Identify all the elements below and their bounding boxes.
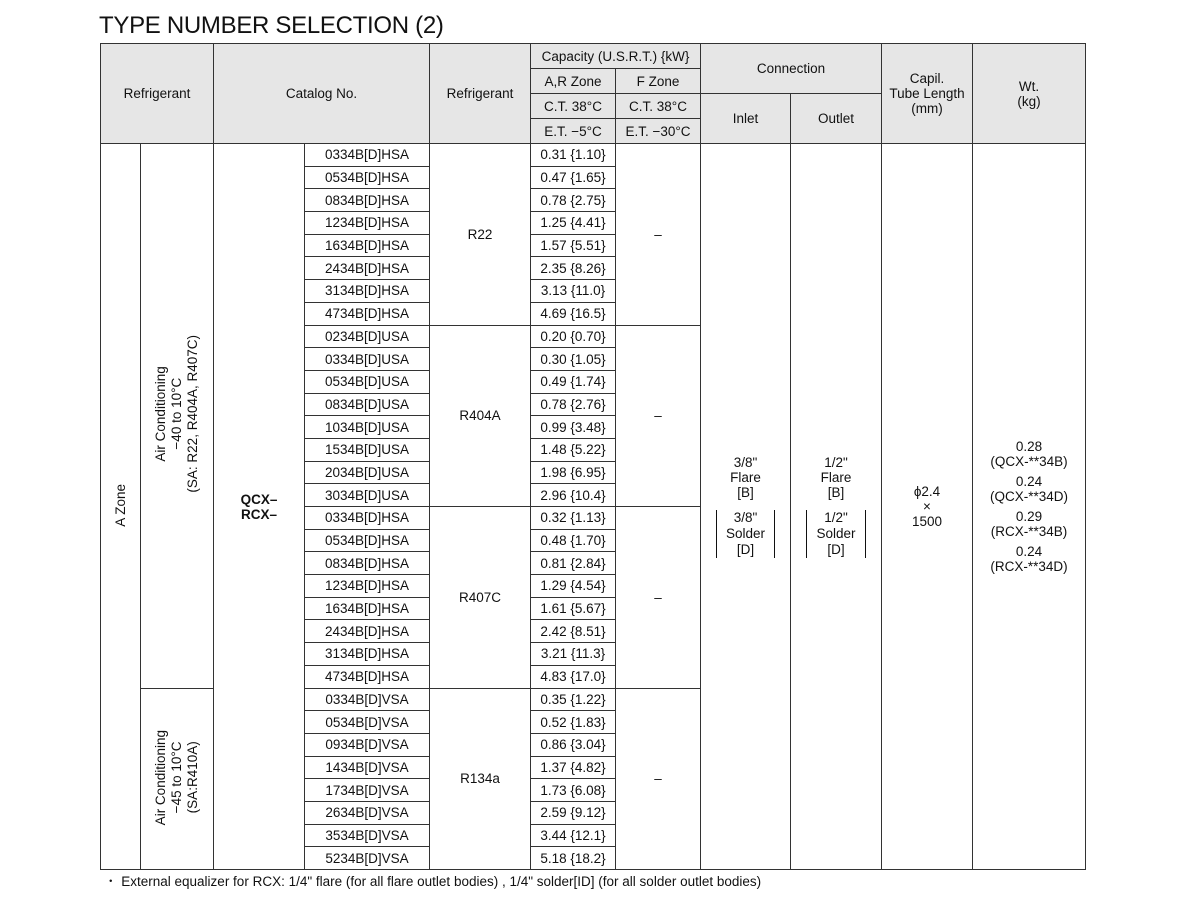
inlet-flare-size: 3/8": [733, 455, 758, 470]
header-ar-zone: A,R Zone: [531, 69, 616, 94]
outlet-solder-type: Solder: [816, 526, 856, 541]
weight-cell: [973, 144, 1086, 870]
capacity-cell: 0.52 {1.83}: [531, 711, 616, 734]
application-label-2: [153, 730, 201, 825]
capil-diameter: ϕ2.4: [913, 484, 941, 499]
header-et-f: E.T. −30°C: [616, 119, 701, 144]
model-cell: 0834B[D]HSA: [305, 189, 430, 212]
model-cell: 1034B[D]USA: [305, 416, 430, 439]
f-zone-cell: –: [616, 507, 701, 689]
capacity-cell: 3.13 {11.0}: [531, 280, 616, 303]
capacity-cell: 3.21 {11.3}: [531, 643, 616, 666]
capacity-cell: 4.83 {17.0}: [531, 665, 616, 688]
model-cell: 0334B[D]USA: [305, 348, 430, 371]
capacity-cell: 5.18 {18.2}: [531, 847, 616, 870]
capacity-cell: 0.20 {0.70}: [531, 325, 616, 348]
application-1-line1: Air Conditioning: [153, 366, 168, 462]
f-zone-cell: –: [616, 144, 701, 326]
application-2-line2: −45 to 10°C: [169, 741, 184, 814]
capacity-cell: 2.59 {9.12}: [531, 801, 616, 824]
inlet-cell: [701, 144, 791, 870]
f-zone-cell: –: [616, 325, 701, 507]
model-cell: 0534B[D]HSA: [305, 529, 430, 552]
capacity-cell: 0.35 {1.22}: [531, 688, 616, 711]
application-1-line2: −40 to 10°C: [169, 378, 184, 451]
capacity-cell: 0.78 {2.75}: [531, 189, 616, 212]
model-cell: 0834B[D]USA: [305, 393, 430, 416]
model-cell: 0334B[D]VSA: [305, 688, 430, 711]
header-capil-tube-length: [882, 44, 973, 144]
outlet-solder-size: 1/2": [824, 510, 848, 525]
weight-value-2: 0.24: [1015, 474, 1043, 489]
header-capil-line2: Tube Length: [889, 86, 965, 101]
weight-model-2: (QCX-**34D): [989, 489, 1068, 504]
capil-cell: [882, 144, 973, 870]
model-cell: 2434B[D]HSA: [305, 257, 430, 280]
capacity-cell: 2.35 {8.26}: [531, 257, 616, 280]
weight-value-3: 0.29: [1015, 509, 1043, 524]
outlet-flare-type: Flare: [820, 470, 852, 485]
model-cell: 3534B[D]VSA: [305, 824, 430, 847]
model-cell: 0534B[D]VSA: [305, 711, 430, 734]
header-inlet: Inlet: [701, 94, 791, 144]
model-cell: 5234B[D]VSA: [305, 847, 430, 870]
capacity-cell: 0.81 {2.84}: [531, 552, 616, 575]
footnote: ・ External equalizer for RCX: 1/4" flare (for all flare outlet bodies) , 1/4" solder[ID] (for all solder outlet bodies): [104, 874, 762, 889]
capacity-cell: 1.25 {4.41}: [531, 212, 616, 235]
capacity-cell: 1.61 {5.67}: [531, 597, 616, 620]
capacity-cell: 1.29 {4.54}: [531, 575, 616, 598]
capacity-cell: 0.48 {1.70}: [531, 529, 616, 552]
catalog-prefix-cell: [214, 144, 305, 870]
model-cell: 4734B[D]HSA: [305, 665, 430, 688]
catalog-prefix-rcx: RCX–: [240, 506, 277, 522]
inlet-solder-size: 3/8": [733, 510, 758, 525]
capacity-cell: 0.78 {2.76}: [531, 393, 616, 416]
capacity-cell: 0.47 {1.65}: [531, 166, 616, 189]
model-cell: 0334B[D]HSA: [305, 144, 430, 167]
weight-model-4: (RCX-**34D): [990, 559, 1068, 574]
header-capil-line1: Capil.: [909, 71, 945, 86]
model-cell: 3134B[D]HSA: [305, 280, 430, 303]
capacity-cell: 3.44 {12.1}: [531, 824, 616, 847]
f-zone-cell: –: [616, 688, 701, 870]
outlet-solder-code: [D]: [827, 542, 845, 557]
capacity-cell: 0.86 {3.04}: [531, 733, 616, 756]
capacity-cell: 1.57 {5.51}: [531, 234, 616, 257]
model-cell: 1634B[D]HSA: [305, 597, 430, 620]
model-cell: 1234B[D]HSA: [305, 575, 430, 598]
header-catalog-no: Catalog No.: [214, 44, 430, 144]
header-et-ar: E.T. −5°C: [531, 119, 616, 144]
model-cell: 0534B[D]USA: [305, 370, 430, 393]
model-cell: 1534B[D]USA: [305, 438, 430, 461]
inlet-solder-bracket: [716, 510, 775, 558]
outlet-flare-code: [B]: [827, 485, 845, 500]
model-cell: 1734B[D]VSA: [305, 779, 430, 802]
model-cell: 1234B[D]HSA: [305, 212, 430, 235]
header-capil-line3: (mm): [911, 101, 943, 116]
refrigerant-cell-r22: R22: [430, 144, 531, 326]
weight-model-1: (QCX-**34B): [990, 454, 1068, 469]
inlet-solder-type: Solder: [725, 526, 766, 541]
model-cell: 4734B[D]HSA: [305, 302, 430, 325]
type-number-table: [100, 43, 1086, 870]
weight-model-3: (RCX-**34B): [990, 524, 1068, 539]
model-cell: 0534B[D]HSA: [305, 166, 430, 189]
outlet-flare-size: 1/2": [824, 455, 848, 470]
model-cell: 3134B[D]HSA: [305, 643, 430, 666]
model-cell: 0334B[D]HSA: [305, 507, 430, 530]
model-cell: 0934B[D]VSA: [305, 733, 430, 756]
capacity-cell: 1.48 {5.22}: [531, 438, 616, 461]
header-capacity: Capacity (U.S.R.T.) {kW}: [531, 44, 701, 69]
application-cell-1: [141, 144, 214, 689]
application-1-line3: (SA: R22, R404A, R407C): [185, 335, 200, 494]
capacity-cell: 0.31 {1.10}: [531, 144, 616, 167]
capacity-cell: 2.96 {10.4}: [531, 484, 616, 507]
capil-times: ×: [923, 499, 931, 514]
capacity-cell: 0.49 {1.74}: [531, 370, 616, 393]
model-cell: 2034B[D]USA: [305, 461, 430, 484]
application-2-line3: (SA:R410A): [185, 741, 200, 814]
header-weight: [973, 44, 1086, 144]
header-ct-f: C.T. 38°C: [616, 94, 701, 119]
outlet-solder-bracket: [806, 510, 865, 558]
inlet-flare-code: [B]: [737, 485, 754, 500]
catalog-prefix-qcx: QCX–: [240, 491, 278, 507]
page-title: TYPE NUMBER SELECTION (2): [99, 12, 444, 39]
header-ct-ar: C.T. 38°C: [531, 94, 616, 119]
model-cell: 2634B[D]VSA: [305, 801, 430, 824]
zone-cell: [101, 144, 141, 870]
header-refrigerant-2: Refrigerant: [430, 44, 531, 144]
capil-length: 1500: [911, 514, 943, 529]
capacity-cell: 1.73 {6.08}: [531, 779, 616, 802]
outlet-cell: [791, 144, 882, 870]
model-cell: 3034B[D]USA: [305, 484, 430, 507]
capacity-cell: 0.99 {3.48}: [531, 416, 616, 439]
header-weight-line2: (kg): [1017, 93, 1041, 109]
inlet-solder-code: [D]: [736, 542, 755, 557]
refrigerant-cell-r134a: R134a: [430, 688, 531, 870]
capacity-cell: 0.30 {1.05}: [531, 348, 616, 371]
model-cell: 1634B[D]HSA: [305, 234, 430, 257]
zone-label: A Zone: [112, 483, 128, 527]
capacity-cell: 1.37 {4.82}: [531, 756, 616, 779]
header-refrigerant: Refrigerant: [101, 44, 214, 144]
capacity-cell: 4.69 {16.5}: [531, 302, 616, 325]
application-label-1: [153, 335, 201, 493]
header-connection: Connection: [701, 44, 882, 94]
weight-value-1: 0.28: [1015, 439, 1043, 454]
application-2-line1: Air Conditioning: [153, 729, 168, 825]
capacity-cell: 1.98 {6.95}: [531, 461, 616, 484]
inlet-flare-type: Flare: [730, 470, 761, 485]
header-outlet: Outlet: [791, 94, 882, 144]
model-cell: 2434B[D]HSA: [305, 620, 430, 643]
capacity-cell: 0.32 {1.13}: [531, 507, 616, 530]
model-cell: 0234B[D]USA: [305, 325, 430, 348]
model-cell: 0834B[D]HSA: [305, 552, 430, 575]
capacity-cell: 2.42 {8.51}: [531, 620, 616, 643]
refrigerant-cell-r407c: R407C: [430, 507, 531, 689]
weight-value-4: 0.24: [1015, 544, 1043, 559]
header-weight-line1: Wt.: [1018, 78, 1040, 94]
refrigerant-cell-r404a: R404A: [430, 325, 531, 507]
application-cell-2: [141, 688, 214, 870]
model-cell: 1434B[D]VSA: [305, 756, 430, 779]
header-f-zone: F Zone: [616, 69, 701, 94]
